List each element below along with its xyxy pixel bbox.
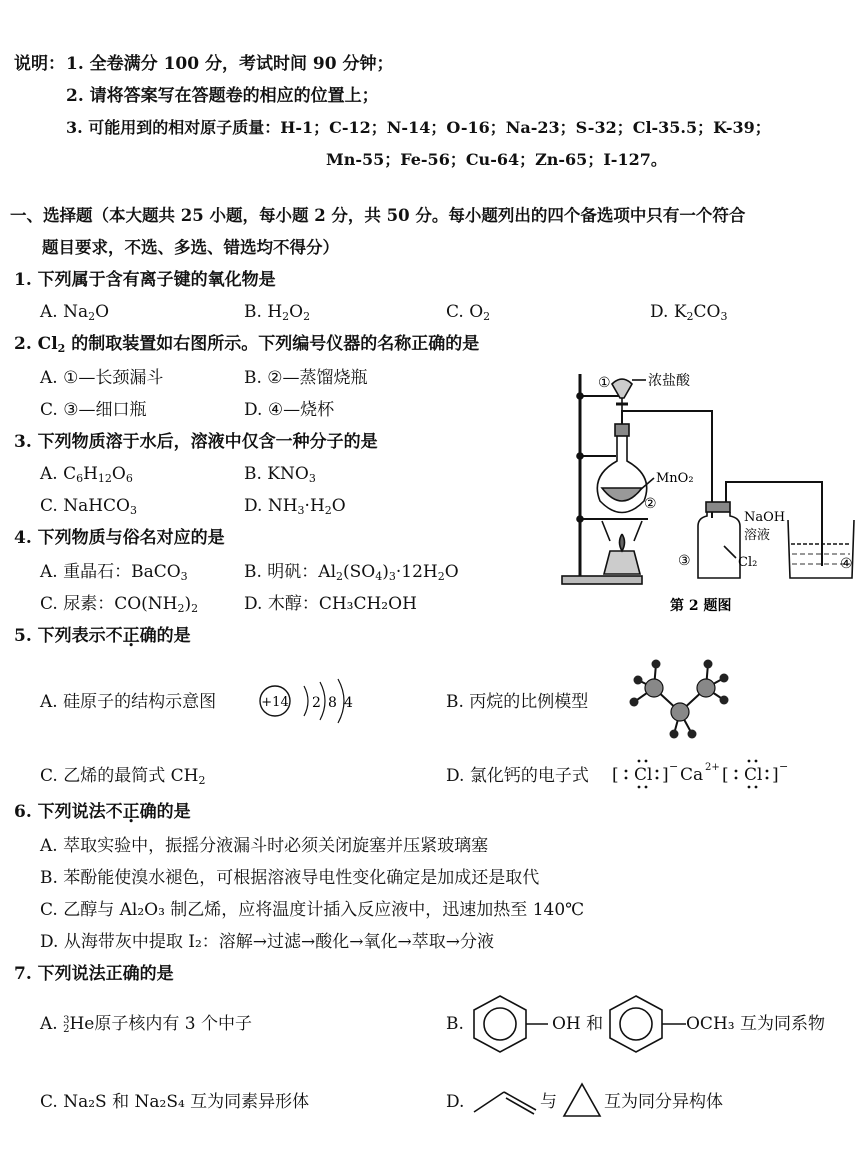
figure-caption: 第 2 题图 xyxy=(670,598,732,614)
q7-option-d-text: 互为同分异构体 xyxy=(604,1092,723,1112)
cacl2-electron-formula xyxy=(612,754,812,794)
label-1: ① xyxy=(598,375,611,391)
label-solution: 溶液 xyxy=(744,528,771,543)
shell-3: 4 xyxy=(344,695,353,711)
q6-option-c: C. 乙醇与 Al₂O₃ 制乙烯，应将温度计插入反应液中，迅速加热至 140℃ xyxy=(40,900,585,920)
label-2: ② xyxy=(644,496,657,512)
q1-option-b: B. $H_2O_2$ xyxy=(244,302,311,323)
q4-stem: 4. 下列物质与俗名对应的是 xyxy=(14,528,225,548)
q3-stem: 3. 下列物质溶于水后，溶液中仅含一种分子的是 xyxy=(14,432,378,452)
q4-option-a: A. 重晶石：BaCO$_3$ xyxy=(40,562,188,583)
note-1: 1. 全卷满分 100 分，考试时间 90 分钟； xyxy=(66,54,394,74)
q6-stem: 6. 下列说法不正确的是 xyxy=(14,802,191,822)
q3-option-b: B. $KNO_3$ xyxy=(244,464,316,485)
q1-option-c: C. $O_2$ xyxy=(446,302,491,323)
q5-option-b: B. 丙烷的比例模型 xyxy=(446,692,589,712)
q4-option-d: D. 木醇：CH₃CH₂OH xyxy=(244,594,417,614)
chlorine-symbol: Cl xyxy=(634,765,653,785)
svg-text:[: [ xyxy=(722,765,729,785)
label-cl2: Cl₂ xyxy=(738,555,758,570)
chlorine-apparatus-figure xyxy=(560,366,858,620)
section-heading: 一、选择题（本大题共 25 小题，每小题 2 分，共 50 分。每小题列出的四个备选项中只有一个符合 xyxy=(10,206,746,225)
label-naoh: NaOH xyxy=(744,510,786,525)
note-2: 2. 请将答案写在答题卷的相应的位置上； xyxy=(66,86,379,106)
section-heading-line2: 题目要求，不选、多选、错选均不得分） xyxy=(42,238,339,257)
q2-option-c: C. ③—细口瓶 xyxy=(40,400,147,420)
phenol-structure xyxy=(468,990,554,1060)
q2-option-b: B. ②—蒸馏烧瓶 xyxy=(244,368,368,388)
svg-text:−: − xyxy=(779,760,789,773)
q1-stem: 1. 下列属于含有离子键的氧化物是 xyxy=(14,270,276,290)
label-4: ④ xyxy=(840,556,853,572)
silicon-atom-diagram xyxy=(258,676,358,726)
chlorine-symbol: Cl xyxy=(744,765,763,785)
svg-text:]: ] xyxy=(662,765,669,785)
nucleus-charge: +14 xyxy=(261,695,289,710)
q5-option-a: A. 硅原子的结构示意图 xyxy=(40,692,217,712)
q2-option-d: D. ④—烧杯 xyxy=(244,400,335,420)
q7-option-d-label: D. xyxy=(446,1092,465,1112)
q5-option-c: C. 乙烯的最简式 $CH_2$ xyxy=(40,766,206,787)
calcium-symbol: Ca xyxy=(680,765,704,785)
propene-structure xyxy=(470,1082,540,1118)
stand-base xyxy=(562,576,642,584)
q2-stem: 2. $Cl_2$ 的制取装置如右图所示。下列编号仪器的名称正确的是 xyxy=(14,334,480,355)
alcohol-lamp xyxy=(604,551,640,574)
q5-option-d: D. 氯化钙的电子式 xyxy=(446,766,589,786)
q4-option-c: C. 尿素：$CO(NH_2)_2$ xyxy=(40,594,199,615)
shell-2: 8 xyxy=(328,695,337,711)
q7-option-a: A. 3 2He原子核内有 3 个中子 xyxy=(40,1014,252,1035)
q4-option-b: B. 明矾：$Al_2(SO_4)_3\cdot 12H_2O$ xyxy=(244,562,459,583)
label-mno2: MnO₂ xyxy=(656,471,694,486)
q2-option-a: A. ①—长颈漏斗 xyxy=(40,368,164,388)
q6-option-b: B. 苯酚能使溴水褪色，可根据溶液导电性变化确定是加成还是取代 xyxy=(40,868,540,888)
label-3: ③ xyxy=(678,553,691,569)
label-acid: 浓盐酸 xyxy=(648,373,690,389)
q6-option-d: D. 从海带灰中提取 I₂：溶解→过滤→酸化→氧化→萃取→分液 xyxy=(40,932,494,952)
propane-model xyxy=(624,654,730,740)
q3-option-a: A. $C_6H_{12}O_6$ xyxy=(40,464,133,485)
q3-option-c: C. NaHCO$_3$ xyxy=(40,496,137,517)
svg-text:−: − xyxy=(669,760,679,773)
notes-label: 说明： xyxy=(14,54,65,74)
q7-option-b-oh: OH 和 xyxy=(552,1014,604,1034)
q7-option-c: C. Na₂S 和 Na₂S₄ 互为同素异形体 xyxy=(40,1092,310,1112)
calcium-charge: 2+ xyxy=(705,762,720,773)
q5-stem: 5. 下列表示不正确的是 xyxy=(14,626,191,646)
q1-option-d: D. $K_2CO_3$ xyxy=(650,302,728,323)
svg-text:[: [ xyxy=(612,765,619,785)
note-3: 3. 可能用到的相对原子质量：H-1；C-12；N-14；O-16；Na-23；S-32；Cl-35.5；K-39； xyxy=(66,118,771,137)
shell-1: 2 xyxy=(312,695,321,711)
anisole-structure xyxy=(604,990,690,1060)
note-3-continued: Mn-55；Fe-56；Cu-64；Zn-65；I-127。 xyxy=(326,150,667,169)
delivery-tube xyxy=(622,411,712,518)
q1-option-a: A. $Na_2O$ xyxy=(40,302,110,323)
svg-text:]: ] xyxy=(772,765,779,785)
cyclopropane-structure xyxy=(560,1080,604,1120)
q7-option-d-with: 与 xyxy=(540,1092,557,1112)
q6-option-a: A. 萃取实验中，振摇分液漏斗时必须关闭旋塞并压紧玻璃塞 xyxy=(40,836,489,856)
gas-collecting-bottle xyxy=(698,512,740,578)
q7-option-b-label: B. xyxy=(446,1014,464,1034)
q7-stem: 7. 下列说法正确的是 xyxy=(14,964,174,984)
q3-option-d: D. $NH_3\cdot H_2O$ xyxy=(244,496,346,517)
q7-option-b-och3: OCH₃ 互为同系物 xyxy=(686,1014,825,1034)
